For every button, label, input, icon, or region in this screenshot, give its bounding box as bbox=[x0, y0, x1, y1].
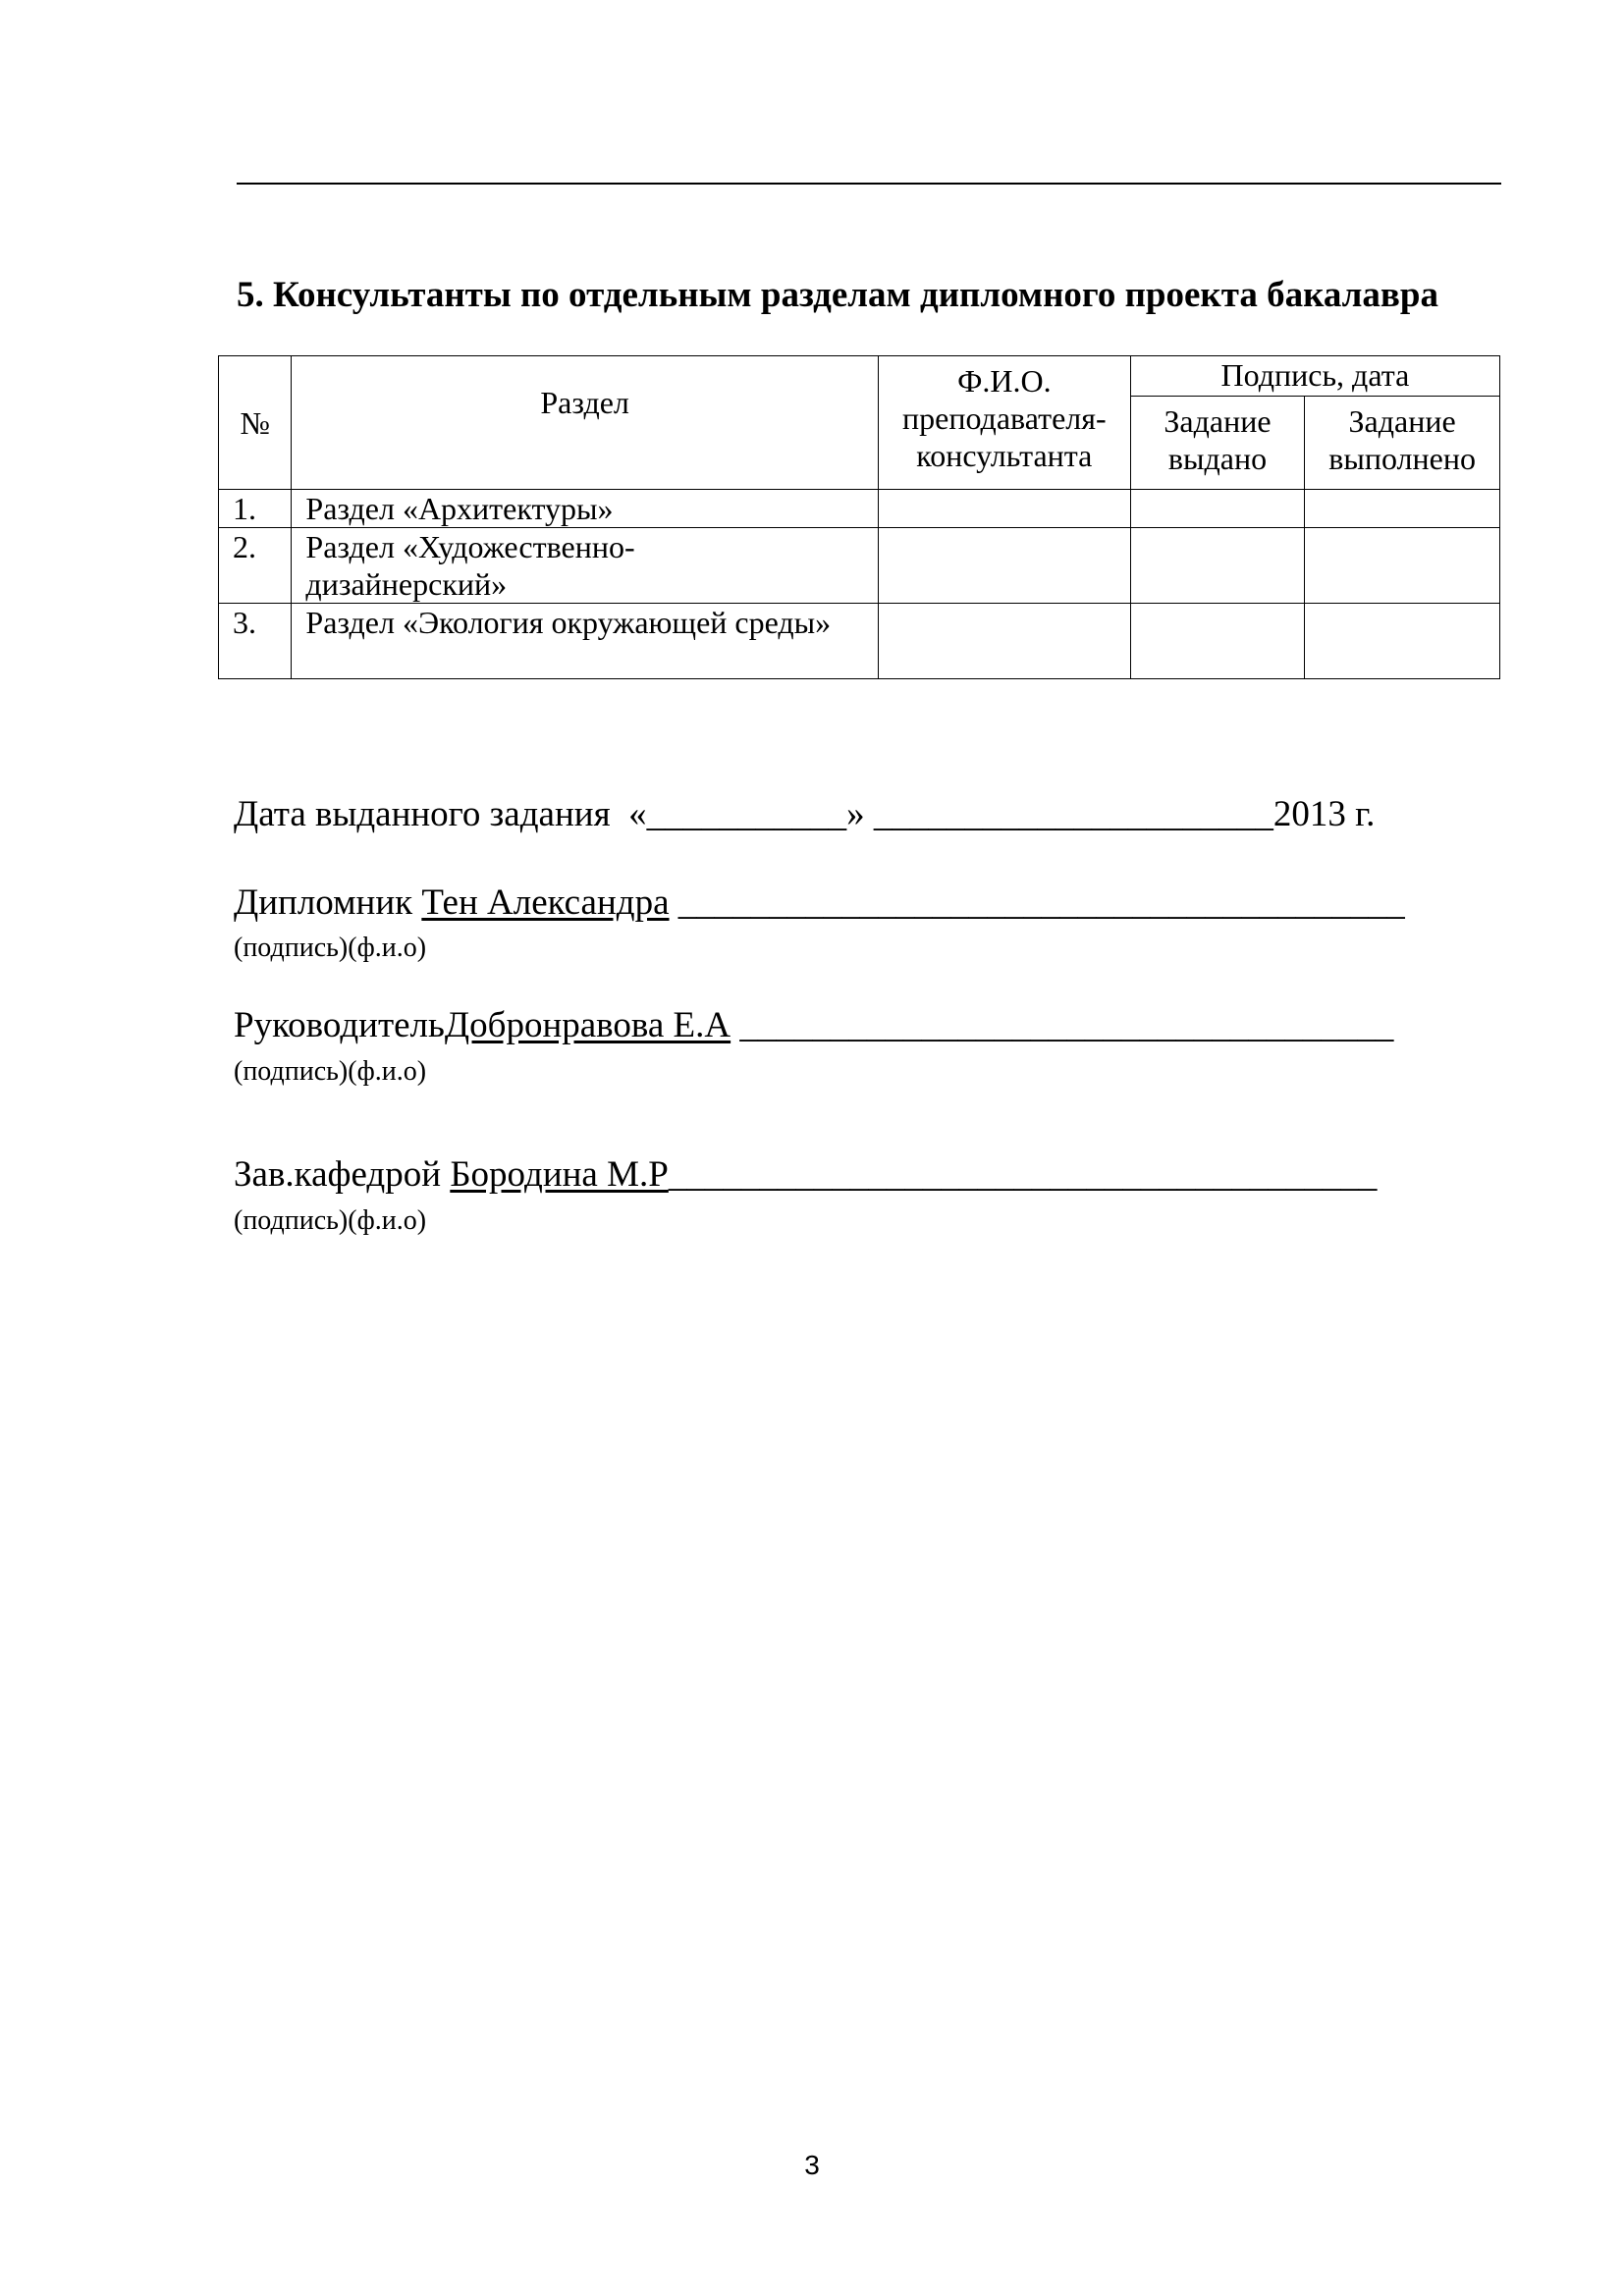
head-name: Бородина М.Р bbox=[450, 1154, 669, 1195]
section-heading: 5. Консультанты по отдельным разделам дипломного проекта бакалавра bbox=[237, 275, 1438, 315]
row-issued bbox=[1130, 528, 1304, 604]
student-signature-blank: ________________________________________ bbox=[677, 882, 1405, 923]
row-num: 3. bbox=[219, 604, 292, 679]
row-completed bbox=[1305, 604, 1500, 679]
row-completed bbox=[1305, 528, 1500, 604]
date-label: Дата выданного задания bbox=[234, 794, 611, 834]
header-fio: Ф.И.О. преподавателя-консультанта bbox=[878, 356, 1130, 490]
row-issued bbox=[1130, 490, 1304, 528]
supervisor-caption: (подпись)(ф.и.о) bbox=[234, 1056, 427, 1087]
table-row bbox=[219, 528, 1500, 604]
row-completed bbox=[1305, 490, 1500, 528]
row-num: 2. bbox=[219, 528, 292, 604]
student-name: Тен Александра bbox=[421, 882, 670, 923]
date-year: 2013 г. bbox=[1272, 794, 1376, 834]
header-signature-date: Подпись, дата bbox=[1130, 356, 1499, 397]
row-section: Раздел «Художественно-дизайнерский» bbox=[292, 528, 878, 604]
supervisor-line bbox=[234, 1004, 1393, 1046]
header-issued: Задание выдано bbox=[1130, 397, 1304, 490]
row-issued bbox=[1130, 604, 1304, 679]
head-caption: (подпись)(ф.и.о) bbox=[234, 1205, 427, 1236]
supervisor-role: Руководитель bbox=[234, 1005, 445, 1045]
table-row bbox=[219, 604, 1500, 679]
row-fio bbox=[878, 528, 1130, 604]
row-section: Раздел «Экология окружающей среды» bbox=[292, 604, 878, 679]
header-completed: Задание выполнено bbox=[1305, 397, 1500, 490]
top-separator-line bbox=[237, 183, 1501, 185]
head-signature-blank: _______________________________________ bbox=[668, 1154, 1378, 1195]
page-number: 3 bbox=[804, 2150, 820, 2180]
date-issued-line bbox=[234, 793, 1375, 835]
table-row bbox=[219, 490, 1500, 528]
date-fill: «___________» ______________________ bbox=[628, 794, 1273, 834]
row-section: Раздел «Архитектуры» bbox=[292, 490, 878, 528]
head-of-department-line bbox=[234, 1153, 1377, 1196]
header-num: № bbox=[219, 356, 292, 490]
student-line bbox=[234, 881, 1405, 924]
row-num: 1. bbox=[219, 490, 292, 528]
consultants-table bbox=[218, 355, 1500, 679]
student-role: Дипломник bbox=[234, 882, 413, 923]
supervisor-name: Добронравова Е.А bbox=[444, 1005, 731, 1045]
row-fio bbox=[878, 604, 1130, 679]
head-role: Зав.кафедрой bbox=[234, 1154, 442, 1195]
student-caption: (подпись)(ф.и.о) bbox=[234, 933, 427, 963]
header-section: Раздел bbox=[292, 356, 878, 490]
supervisor-signature-blank: ____________________________________ bbox=[739, 1005, 1394, 1045]
row-fio bbox=[878, 490, 1130, 528]
